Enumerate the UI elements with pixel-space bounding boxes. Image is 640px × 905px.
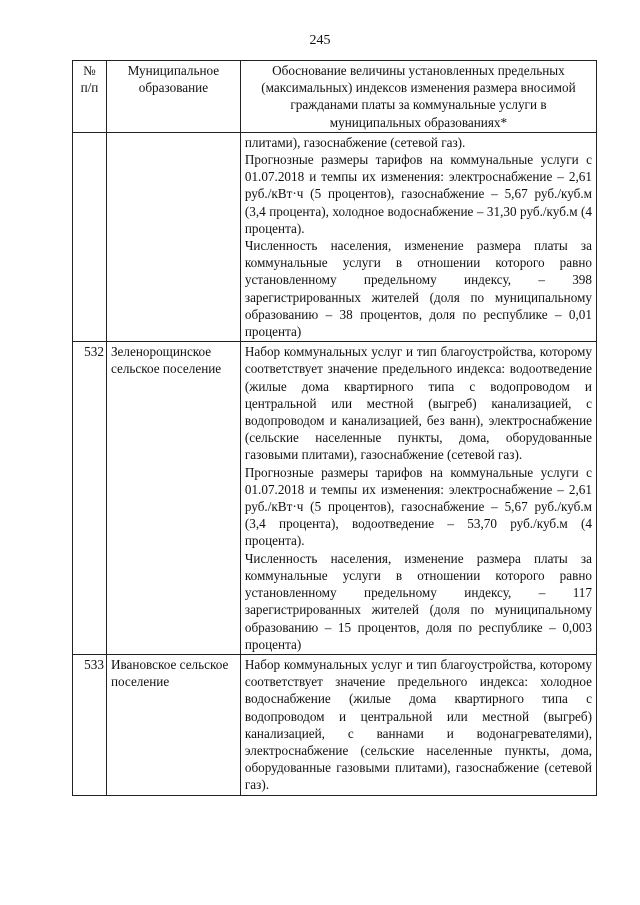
table-row <box>73 654 597 795</box>
table-header-row <box>73 61 597 133</box>
paragraph: Прогнозные размеры тарифов на коммунальные услуги с 01.07.2018 и темпы их изменения: электроснабжение – 2,61 руб./кВт·ч (5 процентов), газоснабжение – 5,67 руб./куб.м (3,4 процента), водоотведение – 53,70 руб./куб.м (4 процента). <box>244 464 592 549</box>
paragraph: Прогнозные размеры тарифов на коммунальные услуги с 01.07.2018 и темпы их изменения: электроснабжение – 2,61 руб./кВт·ч (5 процентов), газоснабжение – 5,67 руб./куб.м (3,4 процента), холодное водоснабжение – 31,30 руб./куб.м (4 процента). <box>244 152 592 236</box>
row-municipality: Зеленорощинское сельское поселение <box>106 342 240 655</box>
page-number: 245 <box>309 33 331 48</box>
tariff-table <box>72 60 597 796</box>
header-number: № п/п <box>73 61 107 133</box>
paragraph: Численность населения, изменение размера платы за коммунальные услуги в отношении которого равно установленному предельному индексу, – 398 зарегистрированных жителей (доля по муниципальному образованию – 38 процентов, доля по республике – 0,01 процента) <box>244 238 592 340</box>
row-municipality: Ивановское сельское поселение <box>106 654 240 795</box>
row-number <box>73 132 107 341</box>
paragraph: Численность населения, изменение размера платы за коммунальные услуги в отношении которого равно установленному предельному индексу, – 117 зарегистрированных жителей (доля по муниципальному образованию – 15 процентов, доля по республике – 0,003 процента) <box>244 550 592 652</box>
table-row <box>73 132 597 341</box>
row-number: 533 <box>73 654 107 795</box>
header-municipality: Муниципальное образование <box>106 61 240 133</box>
row-justification <box>240 654 596 795</box>
paragraph: Набор коммунальных услуг и тип благоустройства, которому соответствует значение предельного индекса: холодное водоснабжение (жилые дома квартирного типа с водопроводом и центральной или местной (выгреб) канализацией, с ваннами и водонагревателями), электроснабжение (сельские населенные пункты, дома, оборудованные газовыми плитами), газоснабжение (сетевой газ). <box>244 656 592 793</box>
paragraph: плитами), газоснабжение (сетевой газ). <box>244 134 466 150</box>
row-number: 532 <box>73 342 107 655</box>
table-row <box>73 342 597 655</box>
row-justification <box>240 342 596 655</box>
row-justification <box>240 132 596 341</box>
paragraph: Набор коммунальных услуг и тип благоустройства, которому соответствует значение предельного индекса: водоотведение (жилые дома квартирного типа с водопроводом и центральной или местной (выгреб) канализацией, с водопроводом и канализацией, без ванн), электроснабжение (сельские населенные пункты, дома, оборудованные газовыми плитами), газоснабжение (сетевой газ). <box>244 344 592 463</box>
row-municipality <box>106 132 240 341</box>
header-justification: Обоснование величины установленных предельных (максимальных) индексов изменения размера вносимой гражданами платы за коммунальные услуги в муниципальных образованиях* <box>240 61 596 133</box>
